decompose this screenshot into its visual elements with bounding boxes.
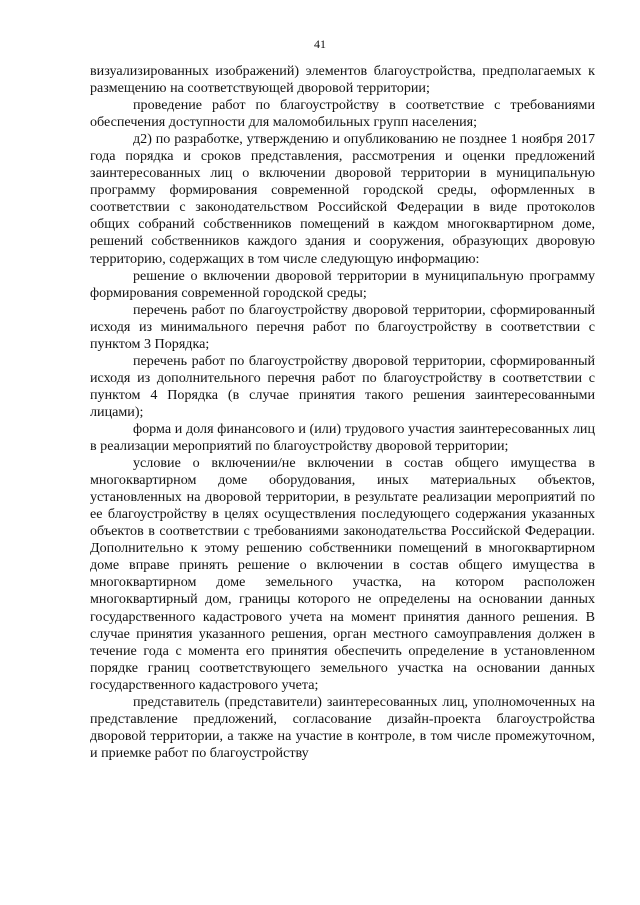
list-item-representatives: представитель (представители) заинтересованных лиц, уполномоченных на представление предложений, согласование дизайн-проекта благоустройства дворовой территории, а также на участие в контроле, в том числе промежуточном, и приемке работ по благоустройству <box>90 693 595 761</box>
paragraph-accessibility: проведение работ по благоустройству в соответствие с требованиями обеспечения доступности для маломобильных групп населения; <box>90 97 595 131</box>
list-item-minimal-works: перечень работ по благоустройству дворовой территории, сформированный исходя из минимального перечня работ по благоустройству в соответствии с пунктом 3 Порядка; <box>90 301 595 352</box>
page-number: 41 <box>314 37 326 51</box>
list-item-participation-form: форма и доля финансового и (или) трудового участия заинтересованных лиц в реализации мероприятий по благоустройству дворовой территории; <box>90 420 595 455</box>
page-body <box>90 63 595 762</box>
list-item-additional-works: перечень работ по благоустройству дворовой территории, сформированный исходя из дополнительного перечня работ по благоустройству в соответствии с пунктом 4 Порядка (в случае принятия такого решения заинтересованными лицами); <box>90 352 595 420</box>
list-item-common-property: условие о включении/не включении в состав общего имущества в многоквартирном доме оборудования, иных материальных объектов, установленных на дворовой территории, в результате реализации мероприятий по ее благоустройству в целях осуществления последующего содержания указанных объектов в соответствии с требованиями законодательства Российской Федерации. Дополнительно к этому решению собственники помещений в многоквартирном доме вправе принять решение о включении в состав общего имущества в многоквартирном доме земельного участка, на котором расположен многоквартирный дом, границы которого не определены на основании данных государственного кадастрового учета на момент принятия данного решения. В случае принятия указанного решения, орган местного самоуправления должен в течение года с момента его принятия обеспечить определение в установленном порядке границ соответствующего земельного участка на основании данных государственного кадастрового учета; <box>90 455 595 693</box>
paragraph-continuation: визуализированных изображений) элементов благоустройства, предполагаемых к размещению на соответствующей дворовой территории; <box>90 63 595 97</box>
list-item-inclusion-decision: решение о включении дворовой территории в муниципальную программу формирования современной городской среды; <box>90 267 595 301</box>
paragraph-d2-procedure: д2) по разработке, утверждению и опубликованию не позднее 1 ноября 2017 года порядка и сроков представления, рассмотрения и оценки предложений заинтересованных лиц о включении дворовой территории в муниципальную программу формирования современной городской среды, оформленных в соответствии с законодательством Российской Федерации в виде протоколов общих собраний собственников помещений в каждом многоквартирном доме, решений собственников каждого здания и сооружения, образующих дворовую территорию, содержащих в том числе следующую информацию: <box>90 131 595 267</box>
